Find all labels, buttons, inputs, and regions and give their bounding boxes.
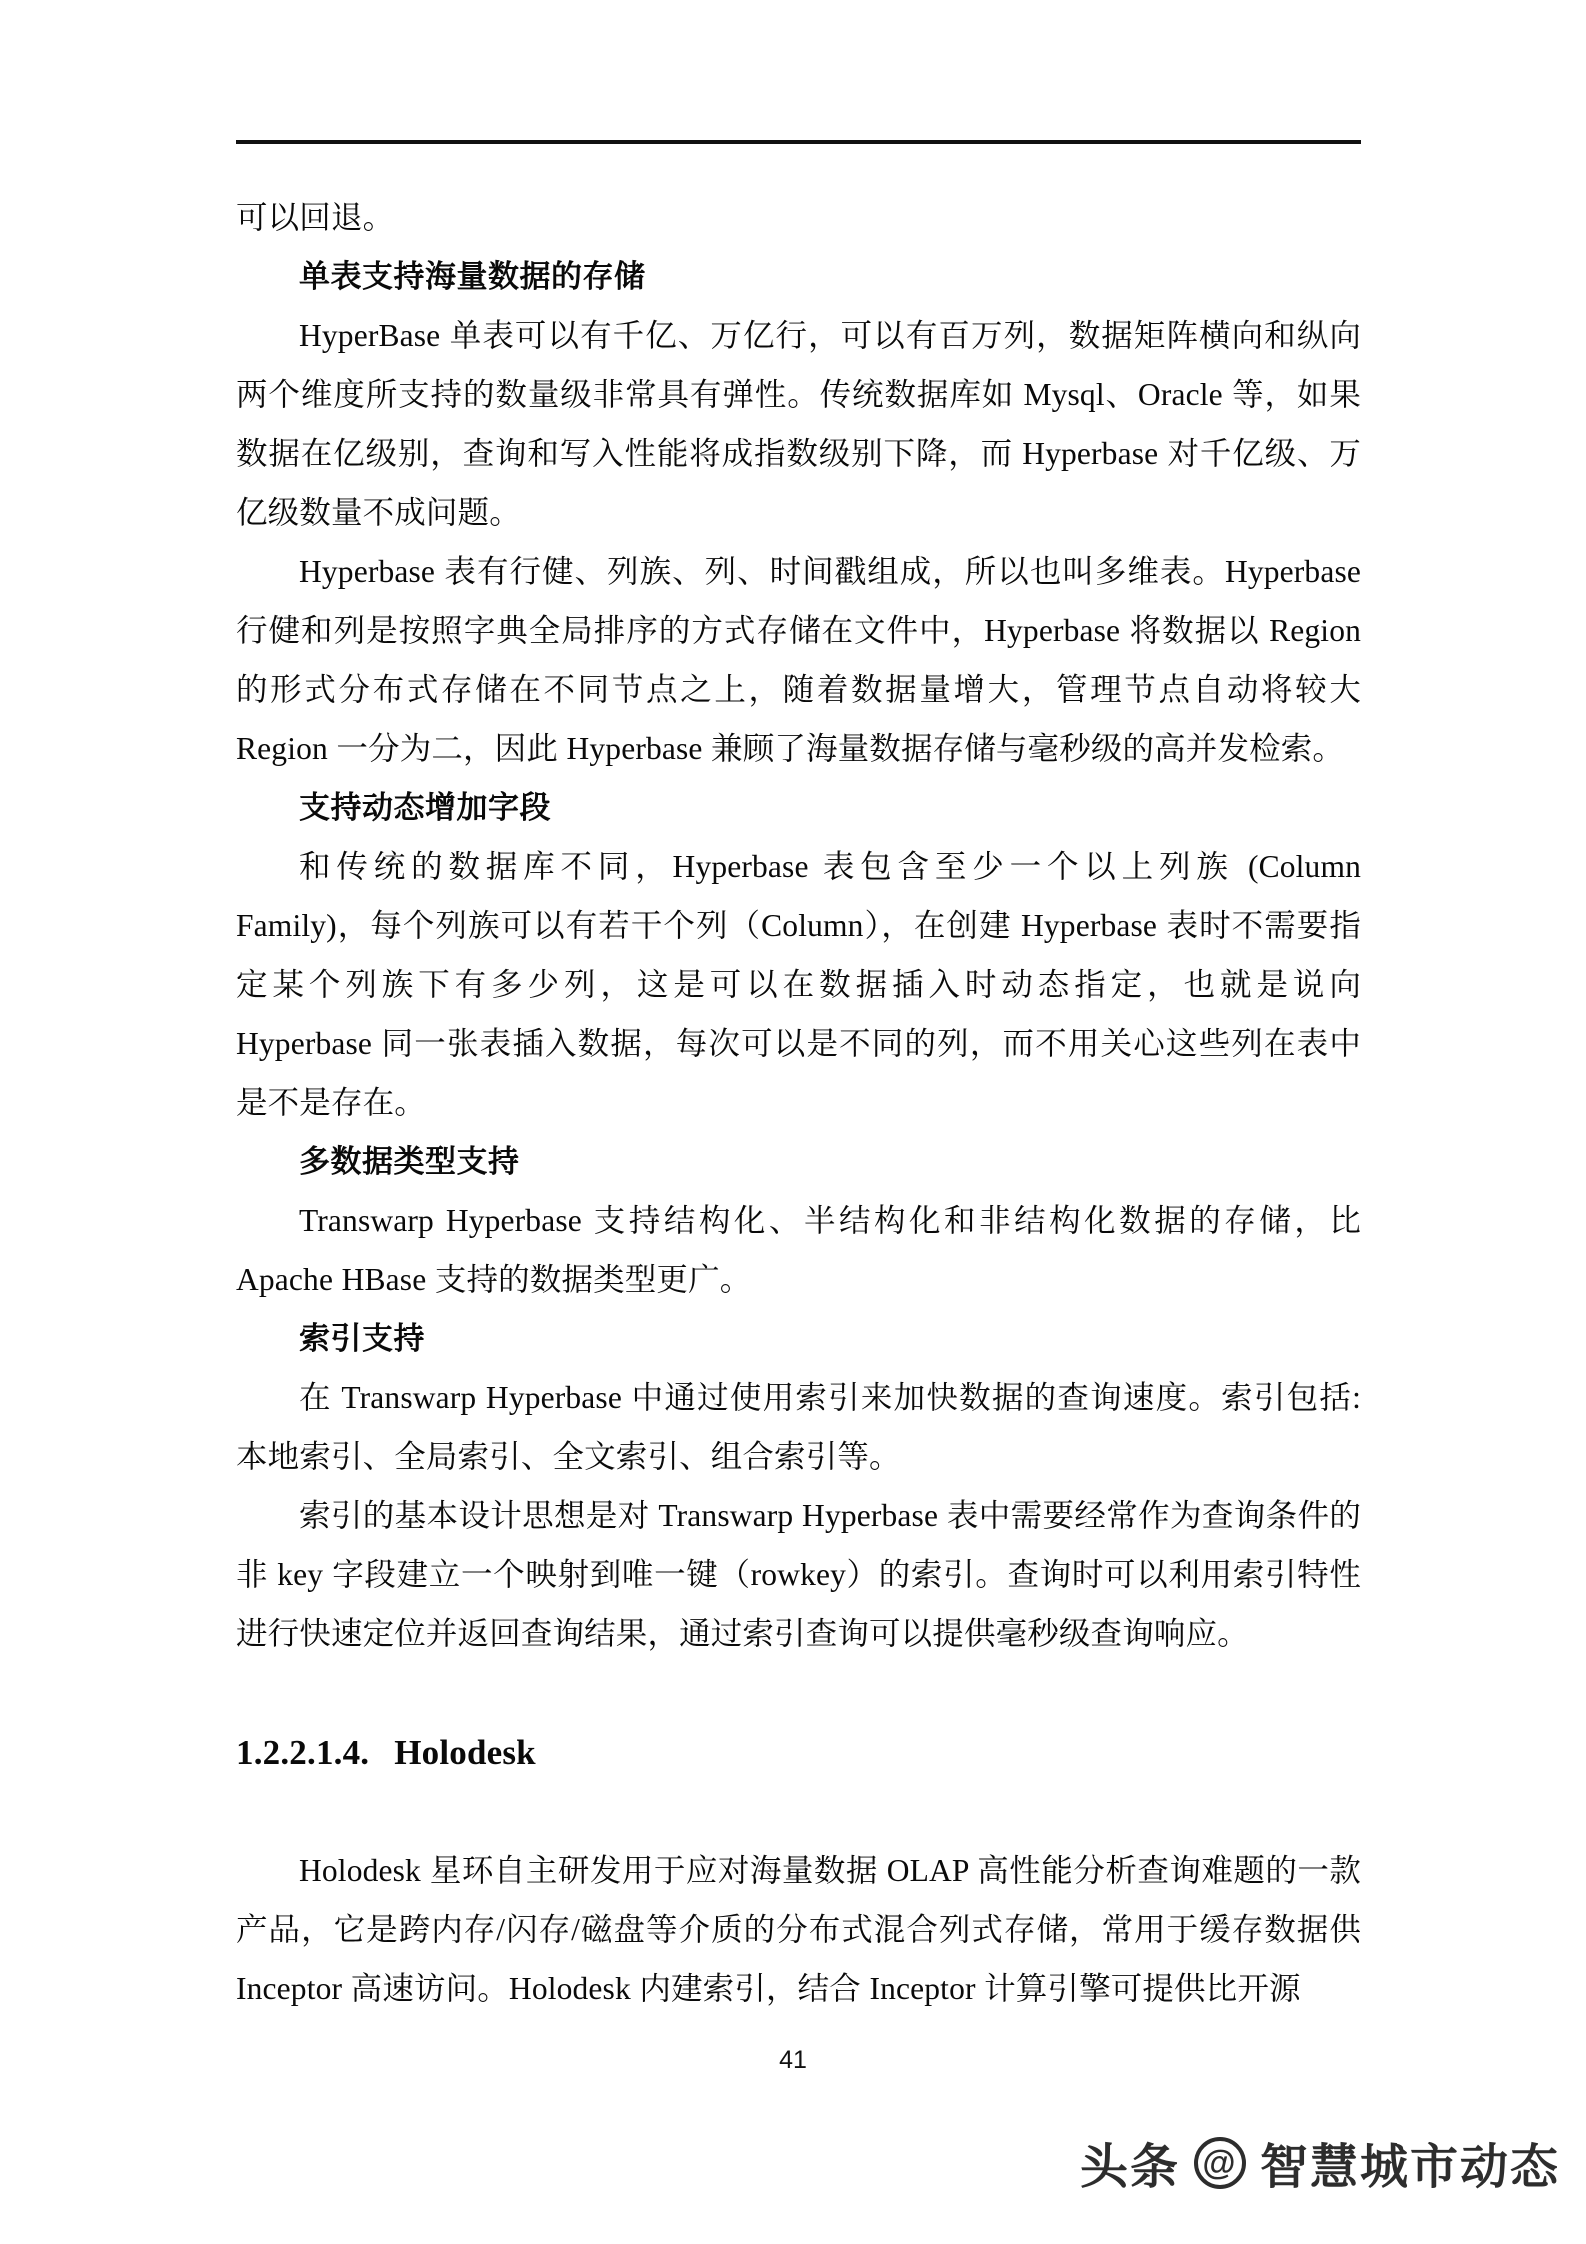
section-heading-holodesk [236, 1727, 1361, 1779]
paragraph-storage-2: Hyperbase 表有行健、列族、列、时间戳组成，所以也叫多维表。Hyperbase 行健和列是按照字典全局排序的方式存储在文件中，Hyperbase 将数据以 Region 的形式分布式存储在不同节点之上，随着数据量增大，管理节点自动将较大 Region 一分为二，因此 Hyperbase 兼顾了海量数据存储与毫秒级的高并发检索。 [236, 554, 1361, 766]
paragraph-index-support-2: 索引的基本设计思想是对 Transwarp Hyperbase 表中需要经常作为查询条件的非 key 字段建立一个映射到唯一键（rowkey）的索引。查询时可以利用索引特性进行快速定位并返回查询结果，通过索引查询可以提供毫秒级查询响应。 [236, 1498, 1361, 1651]
continued-paragraph: 可以回退。 [236, 200, 395, 235]
watermark-account: 智慧城市动态 [1259, 2141, 1560, 2194]
header-rule [236, 140, 1361, 144]
page-number: 41 [779, 2046, 807, 2074]
paragraph-multi-datatype-1: Transwarp Hyperbase 支持结构化、半结构化和非结构化数据的存储，比 Apache HBase 支持的数据类型更广。 [236, 1203, 1361, 1297]
at-icon: @ [1194, 2137, 1246, 2189]
spacer-after-section-heading [236, 1779, 1361, 1841]
section-heading-number: 1.2.2.1.4. [236, 1733, 370, 1772]
paragraph-index-support-1: 在 Transwarp Hyperbase 中通过使用索引来加快数据的查询速度。索引包括: 本地索引、全局索引、全文索引、组合索引等。 [236, 1380, 1361, 1474]
sub-heading-storage: 单表支持海量数据的存储 [299, 259, 646, 294]
watermark [1080, 2128, 1560, 2197]
sub-heading-dynamic-fields: 支持动态增加字段 [299, 790, 551, 825]
paragraph-dynamic-fields-1: 和传统的数据库不同，Hyperbase 表包含至少一个以上列族 (Column Family)，每个列族可以有若干个列（Column），在创建 Hyperbase 表时不需要指定某个列族下有多少列，这是可以在数据插入时动态指定，也就是说向 Hyperbase 同一张表插入数据，每次可以是不同的列，而不用关心这些列在表中是不是存在。 [236, 849, 1361, 1120]
paragraph-storage-1: HyperBase 单表可以有千亿、万亿行，可以有百万列，数据矩阵横向和纵向两个维度所支持的数量级非常具有弹性。传统数据库如 Mysql、Oracle 等，如果数据在亿级别，查询和写入性能将成指数级别下降，而 Hyperbase 对千亿级、万亿级数量不成问题。 [236, 318, 1361, 530]
paragraph-holodesk-1: Holodesk 星环自主研发用于应对海量数据 OLAP 高性能分析查询难题的一款产品，它是跨内存/闪存/磁盘等介质的分布式混合列式存储，常用于缓存数据供 Inceptor 高速访问。Holodesk 内建索引，结合 Inceptor 计算引擎可提供比开源 [236, 1853, 1361, 2006]
sub-heading-multi-datatype: 多数据类型支持 [299, 1144, 520, 1179]
sub-heading-index-support: 索引支持 [299, 1321, 425, 1356]
spacer-before-section-heading [236, 1663, 1361, 1727]
watermark-brand: 头条 [1079, 2141, 1180, 2194]
section-heading-title: Holodesk [394, 1733, 536, 1772]
document-body [236, 188, 1361, 2018]
